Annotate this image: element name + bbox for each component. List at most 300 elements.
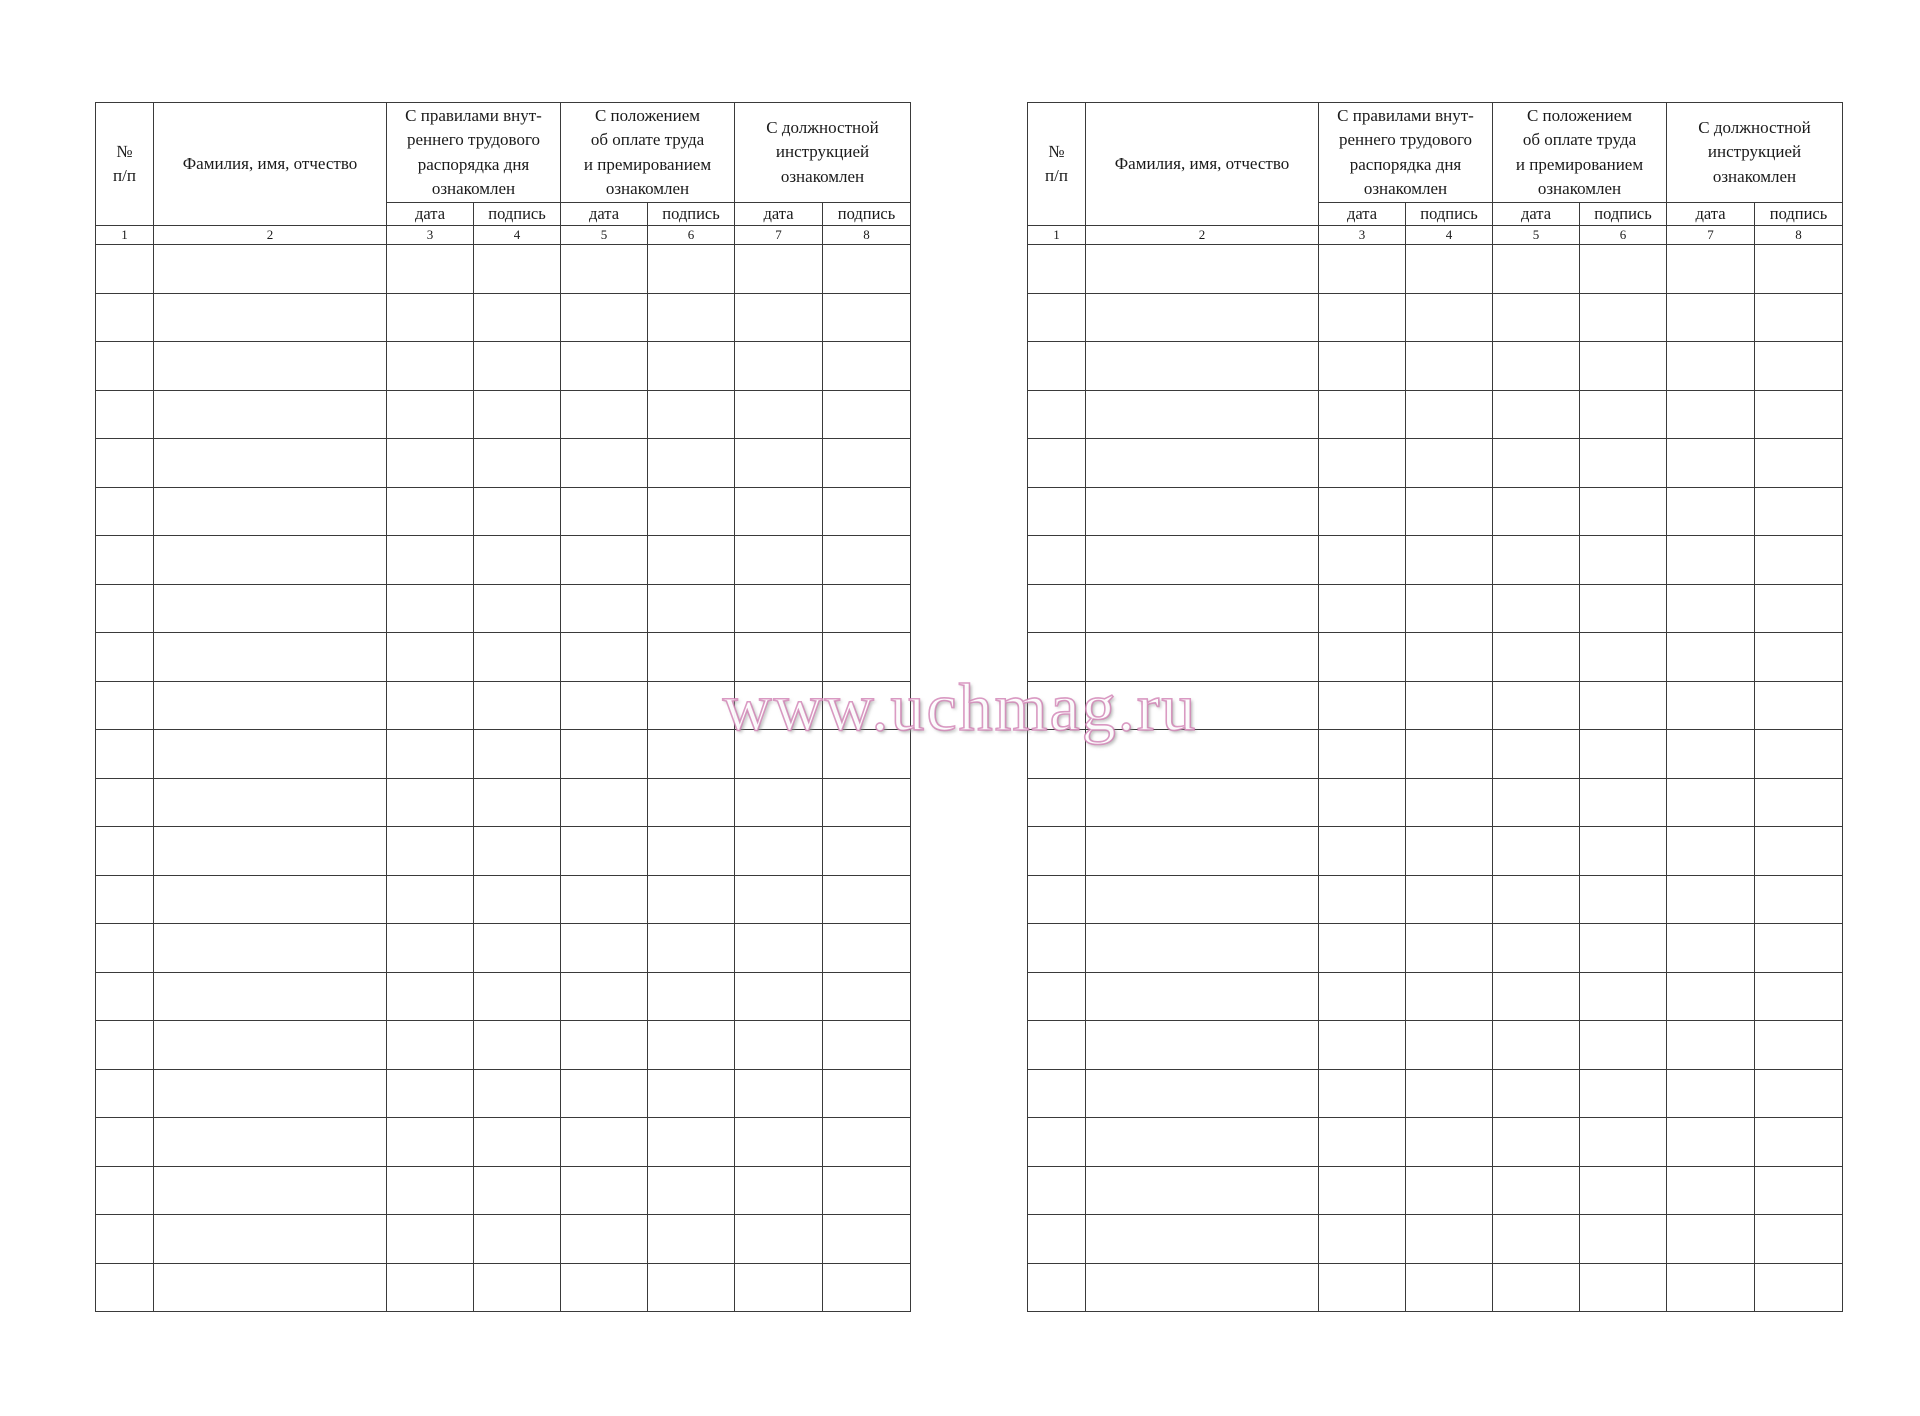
table-cell[interactable] bbox=[1755, 1118, 1843, 1167]
table-cell[interactable] bbox=[1493, 1118, 1580, 1167]
table-cell[interactable] bbox=[1580, 1021, 1667, 1070]
table-cell[interactable] bbox=[96, 1069, 154, 1118]
table-cell[interactable] bbox=[1406, 1021, 1493, 1070]
table-cell[interactable] bbox=[154, 245, 387, 294]
table-cell[interactable] bbox=[1028, 827, 1086, 876]
table-cell[interactable] bbox=[1086, 1215, 1319, 1264]
table-cell[interactable] bbox=[1406, 778, 1493, 827]
table-cell[interactable] bbox=[735, 972, 823, 1021]
table-cell[interactable] bbox=[648, 730, 735, 779]
table-cell[interactable] bbox=[735, 390, 823, 439]
table-cell[interactable] bbox=[1667, 924, 1755, 973]
table-cell[interactable] bbox=[735, 293, 823, 342]
table-cell[interactable] bbox=[735, 1118, 823, 1167]
table-cell[interactable] bbox=[1319, 827, 1406, 876]
table-cell[interactable] bbox=[96, 293, 154, 342]
table-cell[interactable] bbox=[823, 730, 911, 779]
table-cell[interactable] bbox=[648, 875, 735, 924]
table-cell[interactable] bbox=[735, 584, 823, 633]
table-cell[interactable] bbox=[823, 584, 911, 633]
table-cell[interactable] bbox=[387, 1021, 474, 1070]
table-cell[interactable] bbox=[1086, 245, 1319, 294]
table-cell[interactable] bbox=[154, 681, 387, 730]
table-cell[interactable] bbox=[387, 972, 474, 1021]
table-cell[interactable] bbox=[154, 1166, 387, 1215]
table-cell[interactable] bbox=[1667, 730, 1755, 779]
table-cell[interactable] bbox=[1755, 439, 1843, 488]
table-cell[interactable] bbox=[474, 875, 561, 924]
table-cell[interactable] bbox=[823, 293, 911, 342]
table-cell[interactable] bbox=[1493, 1021, 1580, 1070]
table-cell[interactable] bbox=[1667, 633, 1755, 682]
table-cell[interactable] bbox=[1319, 584, 1406, 633]
table-cell[interactable] bbox=[823, 487, 911, 536]
table-cell[interactable] bbox=[735, 487, 823, 536]
table-cell[interactable] bbox=[96, 536, 154, 585]
table-cell[interactable] bbox=[1028, 1215, 1086, 1264]
table-cell[interactable] bbox=[1667, 1069, 1755, 1118]
table-cell[interactable] bbox=[474, 924, 561, 973]
table-cell[interactable] bbox=[1086, 1021, 1319, 1070]
table-cell[interactable] bbox=[1319, 536, 1406, 585]
table-cell[interactable] bbox=[387, 536, 474, 585]
table-cell[interactable] bbox=[1580, 972, 1667, 1021]
table-cell[interactable] bbox=[474, 972, 561, 1021]
table-cell[interactable] bbox=[1086, 293, 1319, 342]
table-cell[interactable] bbox=[387, 1215, 474, 1264]
table-cell[interactable] bbox=[735, 1215, 823, 1264]
table-cell[interactable] bbox=[1580, 875, 1667, 924]
table-cell[interactable] bbox=[1667, 972, 1755, 1021]
table-cell[interactable] bbox=[1493, 1166, 1580, 1215]
table-cell[interactable] bbox=[648, 1215, 735, 1264]
table-cell[interactable] bbox=[735, 924, 823, 973]
table-cell[interactable] bbox=[1086, 827, 1319, 876]
table-cell[interactable] bbox=[1667, 1263, 1755, 1312]
table-cell[interactable] bbox=[474, 293, 561, 342]
table-cell[interactable] bbox=[1493, 827, 1580, 876]
table-cell[interactable] bbox=[387, 1118, 474, 1167]
table-cell[interactable] bbox=[1493, 1215, 1580, 1264]
table-cell[interactable] bbox=[96, 875, 154, 924]
table-cell[interactable] bbox=[1086, 924, 1319, 973]
table-cell[interactable] bbox=[96, 681, 154, 730]
table-cell[interactable] bbox=[1028, 1263, 1086, 1312]
table-cell[interactable] bbox=[1086, 972, 1319, 1021]
table-cell[interactable] bbox=[1755, 778, 1843, 827]
table-cell[interactable] bbox=[154, 633, 387, 682]
table-cell[interactable] bbox=[1580, 633, 1667, 682]
table-cell[interactable] bbox=[648, 924, 735, 973]
table-cell[interactable] bbox=[1319, 1069, 1406, 1118]
table-cell[interactable] bbox=[474, 245, 561, 294]
table-cell[interactable] bbox=[96, 245, 154, 294]
table-cell[interactable] bbox=[1319, 924, 1406, 973]
table-cell[interactable] bbox=[1028, 730, 1086, 779]
table-cell[interactable] bbox=[387, 1263, 474, 1312]
table-cell[interactable] bbox=[1406, 633, 1493, 682]
table-cell[interactable] bbox=[735, 633, 823, 682]
table-cell[interactable] bbox=[561, 1069, 648, 1118]
table-cell[interactable] bbox=[1406, 390, 1493, 439]
table-cell[interactable] bbox=[561, 245, 648, 294]
table-cell[interactable] bbox=[735, 342, 823, 391]
table-cell[interactable] bbox=[648, 778, 735, 827]
table-cell[interactable] bbox=[1755, 245, 1843, 294]
table-cell[interactable] bbox=[1493, 439, 1580, 488]
table-cell[interactable] bbox=[1755, 1069, 1843, 1118]
table-cell[interactable] bbox=[1755, 390, 1843, 439]
table-cell[interactable] bbox=[1086, 875, 1319, 924]
table-cell[interactable] bbox=[1406, 1118, 1493, 1167]
table-cell[interactable] bbox=[1406, 342, 1493, 391]
table-cell[interactable] bbox=[387, 439, 474, 488]
table-cell[interactable] bbox=[561, 827, 648, 876]
table-cell[interactable] bbox=[561, 633, 648, 682]
table-cell[interactable] bbox=[1319, 1263, 1406, 1312]
table-cell[interactable] bbox=[1580, 1166, 1667, 1215]
table-cell[interactable] bbox=[96, 1215, 154, 1264]
table-cell[interactable] bbox=[1755, 924, 1843, 973]
table-cell[interactable] bbox=[1755, 681, 1843, 730]
table-cell[interactable] bbox=[561, 536, 648, 585]
table-cell[interactable] bbox=[823, 245, 911, 294]
table-cell[interactable] bbox=[1319, 633, 1406, 682]
table-cell[interactable] bbox=[1580, 1263, 1667, 1312]
table-cell[interactable] bbox=[1667, 487, 1755, 536]
table-cell[interactable] bbox=[1755, 293, 1843, 342]
table-cell[interactable] bbox=[1493, 293, 1580, 342]
table-cell[interactable] bbox=[1319, 778, 1406, 827]
table-cell[interactable] bbox=[648, 1263, 735, 1312]
table-cell[interactable] bbox=[735, 1166, 823, 1215]
table-cell[interactable] bbox=[96, 972, 154, 1021]
table-cell[interactable] bbox=[154, 1118, 387, 1167]
table-cell[interactable] bbox=[1319, 245, 1406, 294]
table-cell[interactable] bbox=[823, 536, 911, 585]
table-cell[interactable] bbox=[1086, 584, 1319, 633]
table-cell[interactable] bbox=[1755, 972, 1843, 1021]
table-cell[interactable] bbox=[154, 827, 387, 876]
table-cell[interactable] bbox=[735, 875, 823, 924]
table-cell[interactable] bbox=[648, 487, 735, 536]
table-cell[interactable] bbox=[1493, 875, 1580, 924]
table-cell[interactable] bbox=[96, 1021, 154, 1070]
table-cell[interactable] bbox=[1580, 390, 1667, 439]
table-cell[interactable] bbox=[1406, 1166, 1493, 1215]
table-cell[interactable] bbox=[1580, 487, 1667, 536]
table-cell[interactable] bbox=[561, 730, 648, 779]
table-cell[interactable] bbox=[1755, 730, 1843, 779]
table-cell[interactable] bbox=[735, 1021, 823, 1070]
table-cell[interactable] bbox=[154, 390, 387, 439]
table-cell[interactable] bbox=[1086, 1069, 1319, 1118]
table-cell[interactable] bbox=[823, 342, 911, 391]
table-cell[interactable] bbox=[154, 1263, 387, 1312]
table-cell[interactable] bbox=[96, 924, 154, 973]
table-cell[interactable] bbox=[96, 1118, 154, 1167]
table-cell[interactable] bbox=[387, 730, 474, 779]
table-cell[interactable] bbox=[1028, 342, 1086, 391]
table-cell[interactable] bbox=[1028, 487, 1086, 536]
table-cell[interactable] bbox=[1028, 1166, 1086, 1215]
table-cell[interactable] bbox=[1406, 827, 1493, 876]
table-cell[interactable] bbox=[823, 827, 911, 876]
table-cell[interactable] bbox=[1028, 924, 1086, 973]
table-cell[interactable] bbox=[154, 875, 387, 924]
table-cell[interactable] bbox=[474, 1118, 561, 1167]
table-cell[interactable] bbox=[96, 487, 154, 536]
table-cell[interactable] bbox=[1667, 536, 1755, 585]
table-cell[interactable] bbox=[1580, 342, 1667, 391]
table-cell[interactable] bbox=[648, 681, 735, 730]
table-cell[interactable] bbox=[648, 1069, 735, 1118]
table-cell[interactable] bbox=[474, 827, 561, 876]
table-cell[interactable] bbox=[96, 1166, 154, 1215]
table-cell[interactable] bbox=[1667, 293, 1755, 342]
table-cell[interactable] bbox=[1667, 1118, 1755, 1167]
table-cell[interactable] bbox=[96, 730, 154, 779]
table-cell[interactable] bbox=[1028, 1069, 1086, 1118]
table-cell[interactable] bbox=[1086, 487, 1319, 536]
table-cell[interactable] bbox=[474, 1263, 561, 1312]
table-cell[interactable] bbox=[648, 1118, 735, 1167]
table-cell[interactable] bbox=[823, 1166, 911, 1215]
table-cell[interactable] bbox=[474, 1215, 561, 1264]
table-cell[interactable] bbox=[387, 778, 474, 827]
table-cell[interactable] bbox=[1667, 827, 1755, 876]
table-cell[interactable] bbox=[1028, 1118, 1086, 1167]
table-cell[interactable] bbox=[96, 1263, 154, 1312]
table-cell[interactable] bbox=[1493, 536, 1580, 585]
table-cell[interactable] bbox=[823, 924, 911, 973]
table-cell[interactable] bbox=[1319, 1215, 1406, 1264]
table-cell[interactable] bbox=[561, 1263, 648, 1312]
table-cell[interactable] bbox=[823, 633, 911, 682]
table-cell[interactable] bbox=[1755, 342, 1843, 391]
table-cell[interactable] bbox=[387, 1166, 474, 1215]
table-cell[interactable] bbox=[154, 1069, 387, 1118]
table-cell[interactable] bbox=[1319, 1118, 1406, 1167]
table-cell[interactable] bbox=[1406, 536, 1493, 585]
table-cell[interactable] bbox=[1086, 730, 1319, 779]
table-cell[interactable] bbox=[1406, 681, 1493, 730]
table-cell[interactable] bbox=[1319, 390, 1406, 439]
table-cell[interactable] bbox=[823, 1021, 911, 1070]
table-cell[interactable] bbox=[1667, 875, 1755, 924]
table-cell[interactable] bbox=[1667, 390, 1755, 439]
table-cell[interactable] bbox=[96, 827, 154, 876]
table-cell[interactable] bbox=[1667, 342, 1755, 391]
table-cell[interactable] bbox=[1086, 681, 1319, 730]
table-cell[interactable] bbox=[735, 827, 823, 876]
table-cell[interactable] bbox=[387, 924, 474, 973]
table-cell[interactable] bbox=[1755, 875, 1843, 924]
table-cell[interactable] bbox=[1028, 245, 1086, 294]
table-cell[interactable] bbox=[1406, 924, 1493, 973]
table-cell[interactable] bbox=[1319, 293, 1406, 342]
table-cell[interactable] bbox=[1493, 633, 1580, 682]
table-cell[interactable] bbox=[735, 439, 823, 488]
table-cell[interactable] bbox=[648, 633, 735, 682]
table-cell[interactable] bbox=[1580, 439, 1667, 488]
table-cell[interactable] bbox=[154, 730, 387, 779]
table-cell[interactable] bbox=[735, 778, 823, 827]
table-cell[interactable] bbox=[561, 1215, 648, 1264]
table-cell[interactable] bbox=[474, 778, 561, 827]
table-cell[interactable] bbox=[561, 1166, 648, 1215]
table-cell[interactable] bbox=[387, 1069, 474, 1118]
table-cell[interactable] bbox=[1667, 1021, 1755, 1070]
table-cell[interactable] bbox=[1028, 633, 1086, 682]
table-cell[interactable] bbox=[1086, 342, 1319, 391]
table-cell[interactable] bbox=[96, 778, 154, 827]
table-cell[interactable] bbox=[1580, 1069, 1667, 1118]
table-cell[interactable] bbox=[474, 1021, 561, 1070]
table-cell[interactable] bbox=[1580, 293, 1667, 342]
table-cell[interactable] bbox=[387, 390, 474, 439]
table-cell[interactable] bbox=[1028, 584, 1086, 633]
table-cell[interactable] bbox=[1755, 1215, 1843, 1264]
table-cell[interactable] bbox=[648, 1021, 735, 1070]
table-cell[interactable] bbox=[1086, 1263, 1319, 1312]
table-cell[interactable] bbox=[1755, 584, 1843, 633]
table-cell[interactable] bbox=[1580, 584, 1667, 633]
table-cell[interactable] bbox=[1580, 681, 1667, 730]
table-cell[interactable] bbox=[154, 293, 387, 342]
table-cell[interactable] bbox=[648, 1166, 735, 1215]
table-cell[interactable] bbox=[1580, 827, 1667, 876]
table-cell[interactable] bbox=[1755, 827, 1843, 876]
table-cell[interactable] bbox=[154, 972, 387, 1021]
table-cell[interactable] bbox=[1755, 633, 1843, 682]
table-cell[interactable] bbox=[1493, 245, 1580, 294]
table-cell[interactable] bbox=[648, 536, 735, 585]
table-cell[interactable] bbox=[1028, 875, 1086, 924]
table-cell[interactable] bbox=[1028, 972, 1086, 1021]
table-cell[interactable] bbox=[1086, 778, 1319, 827]
table-cell[interactable] bbox=[474, 487, 561, 536]
table-cell[interactable] bbox=[823, 1263, 911, 1312]
table-cell[interactable] bbox=[474, 633, 561, 682]
table-cell[interactable] bbox=[96, 584, 154, 633]
table-cell[interactable] bbox=[823, 439, 911, 488]
table-cell[interactable] bbox=[1580, 924, 1667, 973]
table-cell[interactable] bbox=[1580, 778, 1667, 827]
table-cell[interactable] bbox=[823, 1118, 911, 1167]
table-cell[interactable] bbox=[1028, 439, 1086, 488]
table-cell[interactable] bbox=[561, 1118, 648, 1167]
table-cell[interactable] bbox=[1493, 342, 1580, 391]
table-cell[interactable] bbox=[1667, 778, 1755, 827]
table-cell[interactable] bbox=[154, 584, 387, 633]
table-cell[interactable] bbox=[1406, 1215, 1493, 1264]
table-cell[interactable] bbox=[1406, 730, 1493, 779]
table-cell[interactable] bbox=[1028, 1021, 1086, 1070]
table-cell[interactable] bbox=[387, 245, 474, 294]
table-cell[interactable] bbox=[1406, 487, 1493, 536]
table-cell[interactable] bbox=[1406, 439, 1493, 488]
table-cell[interactable] bbox=[561, 1021, 648, 1070]
table-cell[interactable] bbox=[561, 584, 648, 633]
table-cell[interactable] bbox=[1319, 1021, 1406, 1070]
table-cell[interactable] bbox=[1493, 1263, 1580, 1312]
table-cell[interactable] bbox=[474, 730, 561, 779]
table-cell[interactable] bbox=[387, 584, 474, 633]
table-cell[interactable] bbox=[1319, 875, 1406, 924]
table-cell[interactable] bbox=[154, 487, 387, 536]
table-cell[interactable] bbox=[1493, 584, 1580, 633]
table-cell[interactable] bbox=[1493, 681, 1580, 730]
table-cell[interactable] bbox=[387, 827, 474, 876]
table-cell[interactable] bbox=[1028, 536, 1086, 585]
table-cell[interactable] bbox=[1493, 487, 1580, 536]
table-cell[interactable] bbox=[1086, 536, 1319, 585]
table-cell[interactable] bbox=[1086, 1118, 1319, 1167]
table-cell[interactable] bbox=[1667, 245, 1755, 294]
table-cell[interactable] bbox=[1319, 487, 1406, 536]
table-cell[interactable] bbox=[1580, 245, 1667, 294]
table-cell[interactable] bbox=[735, 730, 823, 779]
table-cell[interactable] bbox=[1667, 439, 1755, 488]
table-cell[interactable] bbox=[1406, 1263, 1493, 1312]
table-cell[interactable] bbox=[561, 924, 648, 973]
table-cell[interactable] bbox=[1319, 730, 1406, 779]
table-cell[interactable] bbox=[474, 584, 561, 633]
table-cell[interactable] bbox=[735, 536, 823, 585]
table-cell[interactable] bbox=[648, 390, 735, 439]
table-cell[interactable] bbox=[387, 342, 474, 391]
table-cell[interactable] bbox=[1406, 584, 1493, 633]
table-cell[interactable] bbox=[648, 245, 735, 294]
table-cell[interactable] bbox=[1493, 730, 1580, 779]
table-cell[interactable] bbox=[154, 342, 387, 391]
table-cell[interactable] bbox=[1086, 633, 1319, 682]
table-cell[interactable] bbox=[561, 681, 648, 730]
table-cell[interactable] bbox=[1580, 536, 1667, 585]
table-cell[interactable] bbox=[648, 439, 735, 488]
table-cell[interactable] bbox=[648, 827, 735, 876]
table-cell[interactable] bbox=[823, 681, 911, 730]
table-cell[interactable] bbox=[154, 778, 387, 827]
table-cell[interactable] bbox=[154, 1215, 387, 1264]
table-cell[interactable] bbox=[1493, 924, 1580, 973]
table-cell[interactable] bbox=[154, 924, 387, 973]
table-cell[interactable] bbox=[1493, 1069, 1580, 1118]
table-cell[interactable] bbox=[154, 439, 387, 488]
table-cell[interactable] bbox=[1493, 778, 1580, 827]
table-cell[interactable] bbox=[1667, 1215, 1755, 1264]
table-cell[interactable] bbox=[474, 536, 561, 585]
table-cell[interactable] bbox=[735, 245, 823, 294]
table-cell[interactable] bbox=[96, 390, 154, 439]
table-cell[interactable] bbox=[648, 584, 735, 633]
table-cell[interactable] bbox=[735, 681, 823, 730]
table-cell[interactable] bbox=[1580, 1215, 1667, 1264]
table-cell[interactable] bbox=[1667, 681, 1755, 730]
table-cell[interactable] bbox=[1493, 390, 1580, 439]
table-cell[interactable] bbox=[561, 390, 648, 439]
table-cell[interactable] bbox=[1406, 875, 1493, 924]
table-cell[interactable] bbox=[561, 778, 648, 827]
table-cell[interactable] bbox=[1406, 1069, 1493, 1118]
table-cell[interactable] bbox=[474, 342, 561, 391]
table-cell[interactable] bbox=[474, 439, 561, 488]
table-cell[interactable] bbox=[1755, 487, 1843, 536]
table-cell[interactable] bbox=[735, 1263, 823, 1312]
table-cell[interactable] bbox=[1086, 1166, 1319, 1215]
table-cell[interactable] bbox=[1667, 584, 1755, 633]
